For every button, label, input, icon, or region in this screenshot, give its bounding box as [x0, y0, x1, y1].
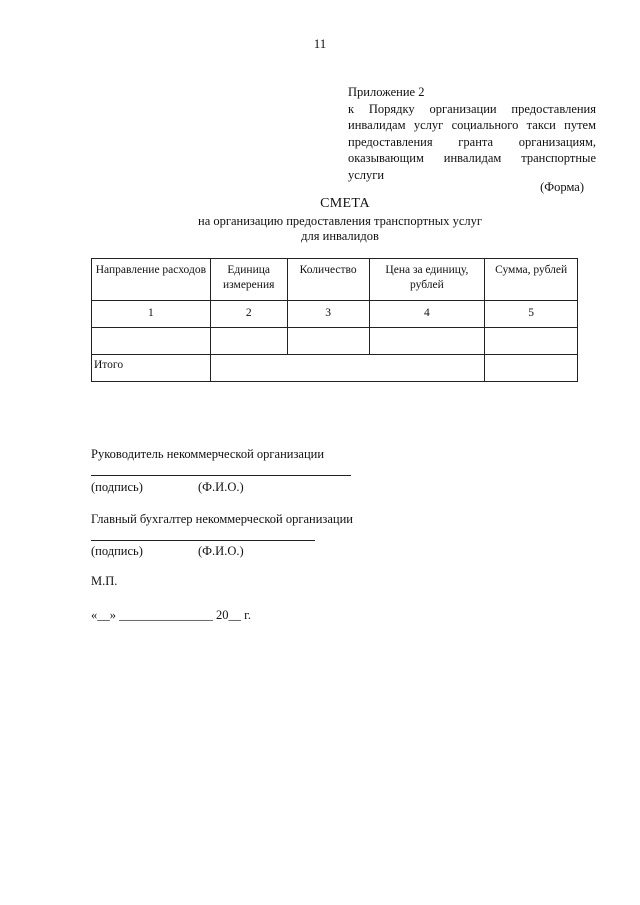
- accountant-signature-caption: (подпись): [91, 544, 143, 558]
- head-signature-caption: (подпись): [91, 480, 143, 494]
- head-signature-label: Руководитель некоммерческой организации: [91, 447, 325, 461]
- table-row: [92, 328, 578, 355]
- column-number-row: [92, 301, 578, 328]
- header-cell-sum: Сумма, рублей: [485, 259, 578, 301]
- table-cell: [92, 328, 211, 355]
- accountant-signature-label: Главный бухгалтер некоммерческой организации: [91, 512, 353, 526]
- total-merged-cell: [210, 355, 484, 382]
- seal-mark: М.П.: [91, 574, 118, 588]
- head-name-caption: (Ф.И.О.): [198, 480, 244, 494]
- header-cell-unit: Единица измерения: [210, 259, 287, 301]
- header-cell-quantity: Количество: [287, 259, 369, 301]
- accountant-signature-line: [91, 540, 315, 541]
- column-number-cell: 5: [485, 301, 578, 328]
- document-subtitle: [0, 214, 640, 244]
- table-cell: [287, 328, 369, 355]
- head-signature-line: [91, 475, 351, 476]
- column-number-cell: 3: [287, 301, 369, 328]
- budget-table: [91, 258, 578, 382]
- table-cell: [485, 328, 578, 355]
- header-cell-price: Цена за единицу, рублей: [369, 259, 485, 301]
- total-row: [92, 355, 578, 382]
- table-header-row: [92, 259, 578, 301]
- document-title: СМЕТА: [320, 196, 370, 211]
- appendix-body: к Порядку организации предоставления инвалидам услуг социального такси путем предоставления гранта организациям, оказывающим инвалидам транспортные услуги: [348, 101, 596, 182]
- table-cell: [369, 328, 485, 355]
- total-label: Итого: [92, 355, 211, 382]
- total-sum-cell: [485, 355, 578, 382]
- subtitle-line-2: для инвалидов: [301, 229, 379, 243]
- date-line: «__» _______________ 20__ г.: [91, 608, 251, 622]
- accountant-name-caption: (Ф.И.О.): [198, 544, 244, 558]
- column-number-cell: 4: [369, 301, 485, 328]
- subtitle-line-1: на организацию предоставления транспортных услуг: [198, 214, 482, 228]
- page-number: 11: [313, 36, 327, 51]
- column-number-cell: 1: [92, 301, 211, 328]
- header-cell-direction: Направление расходов: [92, 259, 211, 301]
- appendix-title: Приложение 2: [348, 85, 425, 99]
- form-mark: (Форма): [540, 180, 584, 194]
- column-number-cell: 2: [210, 301, 287, 328]
- table-cell: [210, 328, 287, 355]
- appendix-block: [348, 84, 596, 183]
